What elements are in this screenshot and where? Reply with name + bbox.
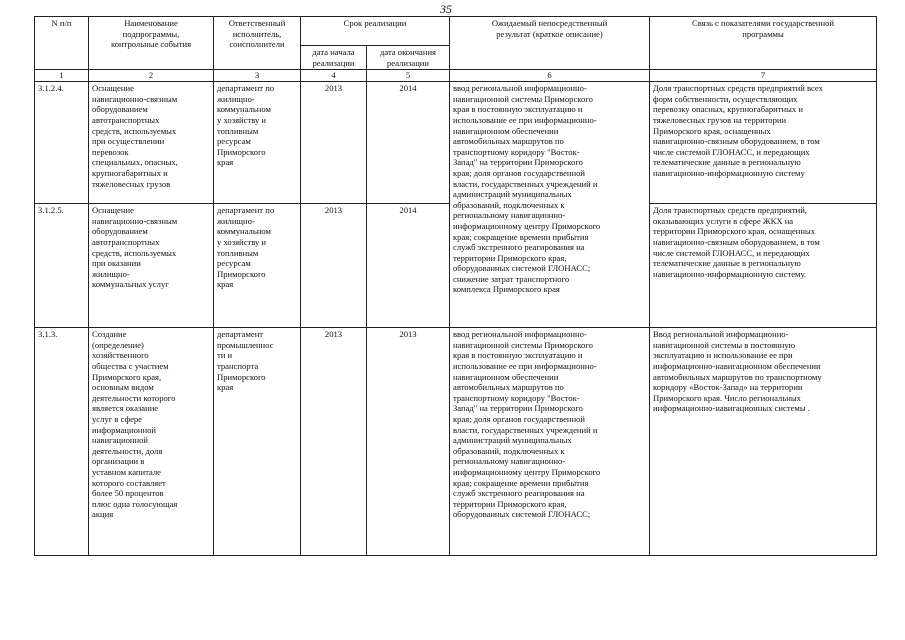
table-row <box>35 328 877 556</box>
row-start: 2013 <box>301 82 367 204</box>
column-number: 7 <box>650 70 877 82</box>
header-num: N п/п <box>35 17 89 70</box>
header-name: Наименование подпрограммы, контрольные события <box>89 17 214 70</box>
header-period: Срок реализации <box>301 17 450 46</box>
row-result-merged: ввод региональной информационно- навигационной системы Приморского края в постоянную эксплуатацию и использование ее при информационно- навигационном обеспечении автомобильных маршрутов по транспортному коридору "Восток- Запад" на территории Приморского края; доля органов государственной власти, государственных учреждений и администраций муниципальных образований, подключенных к региональному навигационно- информационному центру Приморского края; сокращение времени прибытия служб экстренного реагирования на территории Приморского края, оборудованных системой ГЛОНАСС; снижение затрат транспортного комплекса Приморского края <box>450 82 650 328</box>
header-end: дата окончания реализации <box>367 46 450 70</box>
column-number: 5 <box>367 70 450 82</box>
row-link: Доля транспортных средств предприятий всех форм собственности, осуществляющих перевозку опасных, крупногабаритных и тяжеловесных грузов на территории Приморского края, оснащенных навигационно-связным оборудованием, в том числе системой ГЛОНАСС, и передающих телематические данные в региональную навигационно-информационную систему <box>650 82 877 204</box>
activities-table <box>34 16 877 556</box>
column-number: 3 <box>214 70 301 82</box>
row-end: 2014 <box>367 82 450 204</box>
header-row-1 <box>35 17 877 46</box>
table-row <box>35 82 877 204</box>
row-end: 2013 <box>367 328 450 556</box>
row-link: Ввод региональной информационно- навигационной системы в постоянную эксплуатацию и использование ее при информационно-навигационном обеспечении автомобильных маршрутов по транспортному коридору «Восток-Запад» на территории Приморского края. Число региональных информационно-навигационных системы . <box>650 328 877 556</box>
page-number: 35 <box>440 2 452 16</box>
row-name: Оснащение навигационно-связным оборудованием автотранспортных средств, используемых при оказании жилищно- коммунальных услуг <box>89 204 214 328</box>
row-num: 3.1.2.5. <box>35 204 89 328</box>
column-number: 1 <box>35 70 89 82</box>
row-num: 3.1.2.4. <box>35 82 89 204</box>
header-start: дата начала реализации <box>301 46 367 70</box>
row-responsible: департамент по жилищно- коммунальном у хозяйству и топливным ресурсам Приморского края <box>214 82 301 204</box>
row-name: Создание (определение) хозяйственного общества с участием Приморского края, основным видом деятельности которого является оказание услуг в сфере информационной навигационной деятельности, доля организации в уставном капитале которого составляет более 50 процентов плюс одна голосующая акция <box>89 328 214 556</box>
row-end: 2014 <box>367 204 450 328</box>
row-link: Доля транспортных средств предприятий, оказывающих услуги в сфере ЖКХ на территории Приморского края, оснащенных навигационно-связным оборудованием, в том числе системой ГЛОНАСС, и передающих телематические данные в региональную навигационно-информационную систему. <box>650 204 877 328</box>
row-name: Оснащение навигационно-связным оборудованием автотранспортных средств, используемых при осуществлении перевозок специальных, опасных, крупногабаритных и тяжеловесных грузов <box>89 82 214 204</box>
column-number: 6 <box>450 70 650 82</box>
row-responsible: департамент промышленнос ти и транспорта Приморского края <box>214 328 301 556</box>
row-responsible: департамент по жилищно- коммунальном у хозяйству и топливным ресурсам Приморского края <box>214 204 301 328</box>
row-start: 2013 <box>301 204 367 328</box>
column-number: 4 <box>301 70 367 82</box>
column-numbers-row <box>35 70 877 82</box>
column-number: 2 <box>89 70 214 82</box>
header-link: Связь с показателями государственной программы <box>650 17 877 70</box>
row-start: 2013 <box>301 328 367 556</box>
header-responsible: Ответственный исполнитель, соисполнители <box>214 17 301 70</box>
row-num: 3.1.3. <box>35 328 89 556</box>
row-result: ввод региональной информационно- навигационной системы Приморского края в постоянную эксплуатацию и использование ее при информационно- навигационном обеспечении автомобильных маршрутов по транспортному коридору "Восток- Запад" на территории Приморского края; доля органов государственной власти, государственных учреждений и администраций муниципальных образований, подключенных к региональному навигационно- информационному центру Приморского края; сокращение времени прибытия служб экстренного реагирования на территории Приморского края, оборудованных системой ГЛОНАСС; <box>450 328 650 556</box>
header-result: Ожидаемый непосредственный результат (краткое описание) <box>450 17 650 70</box>
